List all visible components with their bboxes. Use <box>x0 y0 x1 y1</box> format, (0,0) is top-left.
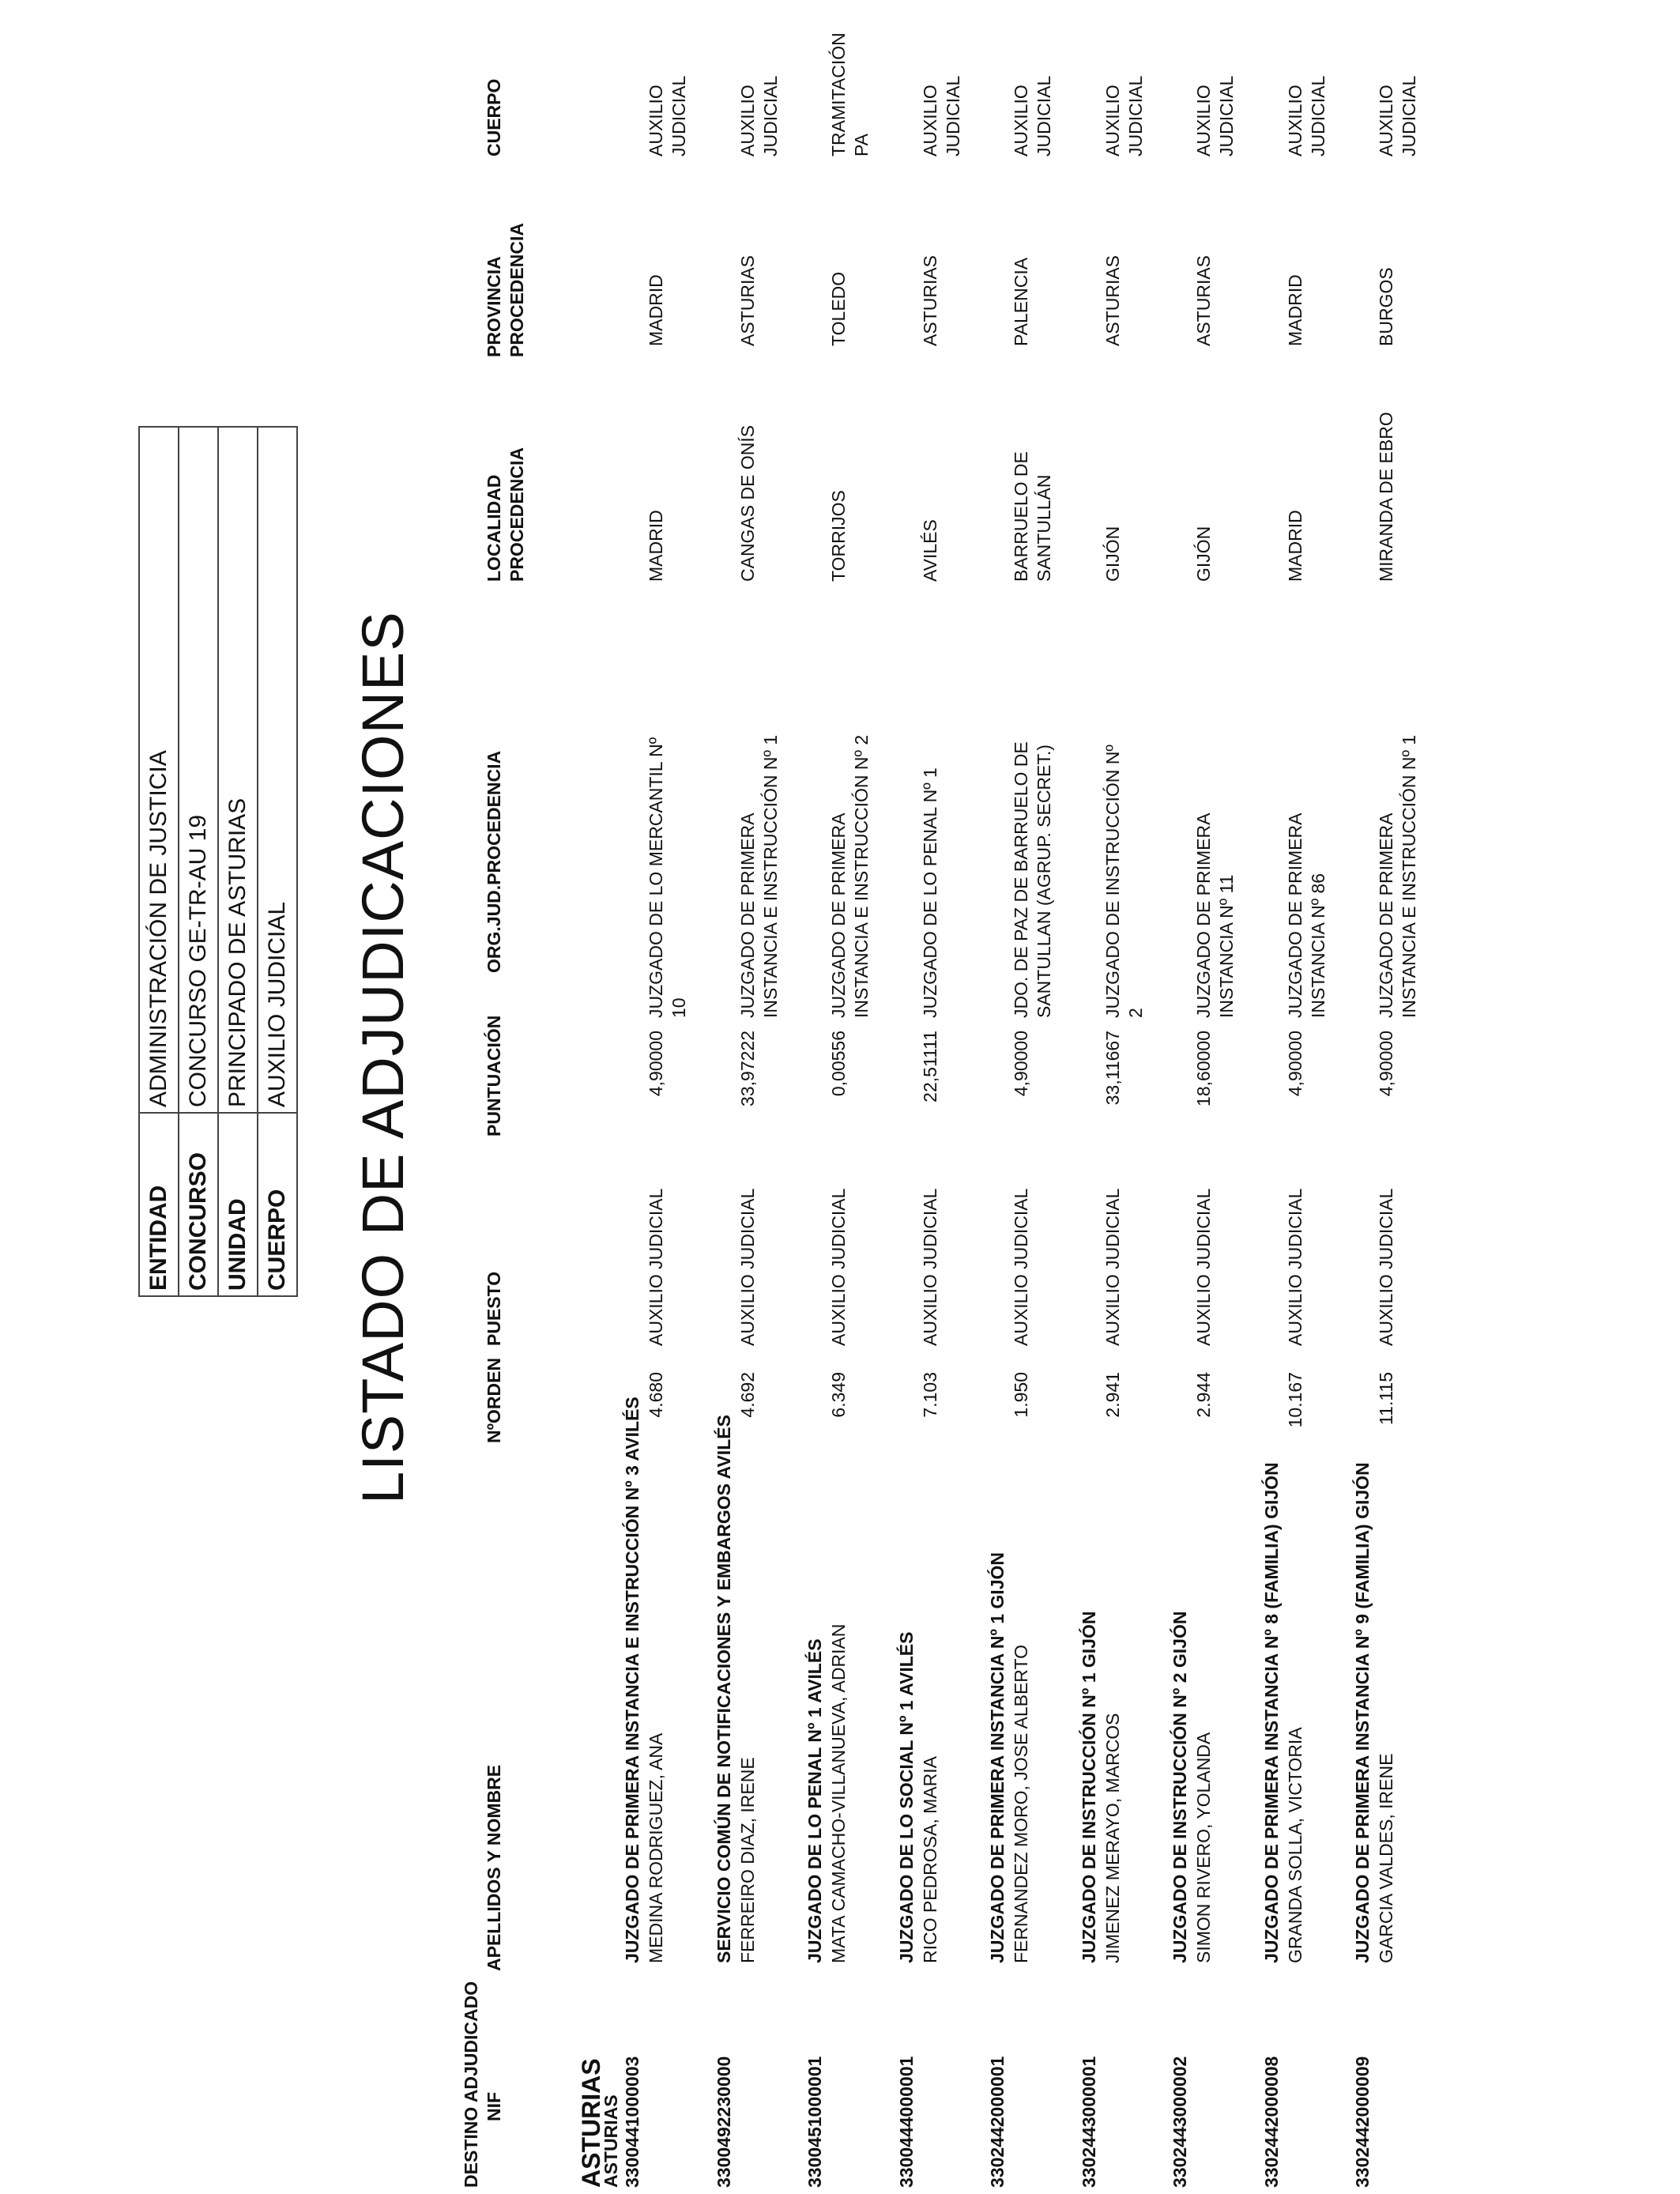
entry-localidad-line1: AVILÉS <box>919 519 940 582</box>
entry-puntuacion: 0,00556 <box>828 1031 849 1097</box>
entry-name: MATA CAMACHO-VILLANUEVA, ADRIAN <box>828 1623 849 1963</box>
col-header-nif: NIF <box>484 2091 504 2121</box>
entry-org-line2: INSTANCIA E INSTRUCCIÓN Nº 1 <box>759 734 781 1018</box>
entry-code: 3300492230000 <box>713 2056 734 2188</box>
entry-cuerpo-line2: JUDICIAL <box>1307 75 1328 156</box>
entry-cuerpo-line1: AUXILIO <box>1011 85 1031 156</box>
entry-cuerpo-line1: AUXILIO <box>646 85 666 156</box>
entry-localidad-line2: SANTULLÁN <box>1034 474 1054 582</box>
entry-cuerpo-line2: JUDICIAL <box>1034 75 1054 156</box>
info-value: ADMINISTRACIÓN DE JUSTICIA <box>139 427 179 1113</box>
entry-destination: JUZGADO DE PRIMERA INSTANCIA Nº 9 (FAMILIA) GIJÓN <box>1352 1462 1373 1963</box>
entry-puesto: AUXILIO JUDICIAL <box>1193 1188 1214 1346</box>
entry-provincia: MADRID <box>1284 274 1305 346</box>
entry-destination: JUZGADO DE PRIMERA INSTANCIA Nº 8 (FAMILIA) GIJÓN <box>1260 1462 1282 1963</box>
col-header-puntuacion: PUNTUACIÓN <box>484 1015 504 1137</box>
info-value: PRINCIPADO DE ASTURIAS <box>218 427 258 1113</box>
entry-org-line2: INSTANCIA Nº 86 <box>1307 873 1328 1018</box>
entry-org-line2: 2 <box>1124 1008 1146 1018</box>
entry-org-line1: JUZGADO DE PRIMERA <box>828 812 849 1018</box>
entry-cuerpo-line1: AUXILIO <box>1284 85 1305 156</box>
entry-org-line1: JUZGADO DE LO MERCANTIL Nº <box>646 737 666 1018</box>
entry-cuerpo-line2: PA <box>851 134 872 156</box>
entry-cuerpo-line2: JUDICIAL <box>1216 75 1237 156</box>
entry-provincia: ASTURIAS <box>736 254 758 346</box>
entry-org-line2: INSTANCIA E INSTRUCCIÓN Nº 1 <box>1399 734 1419 1018</box>
entry-provincia: TOLEDO <box>828 271 849 346</box>
col-header-puesto: PUESTO <box>484 1271 504 1346</box>
col-header-provincia <box>483 223 529 357</box>
entry-org-line1: JUZGADO DE PRIMERA <box>1193 812 1214 1018</box>
entry-puesto: AUXILIO JUDICIAL <box>1011 1188 1031 1346</box>
entry-destination: JUZGADO DE INSTRUCCIÓN Nº 2 GIJÓN <box>1170 1611 1190 1963</box>
entry-destination: JUZGADO DE LO SOCIAL Nº 1 AVILÉS <box>895 1631 917 1963</box>
entry-destination: SERVICIO COMÚN DE NOTIFICACIONES Y EMBARGOS AVILÉS <box>713 1415 734 1963</box>
entry-destination: JUZGADO DE LO PENAL Nº 1 AVILÉS <box>804 1638 825 1963</box>
entry-provincia: BURGOS <box>1376 267 1396 346</box>
entry-puesto: AUXILIO JUDICIAL <box>828 1188 849 1346</box>
entry-puesto: AUXILIO JUDICIAL <box>919 1188 940 1346</box>
entry-puesto: AUXILIO JUDICIAL <box>1284 1188 1305 1346</box>
entry-cuerpo-line1: AUXILIO <box>1102 85 1123 156</box>
entry-code: 3300444000001 <box>895 2056 917 2188</box>
entry-name: JIMENEZ MERAYO, MARCOS <box>1102 1713 1123 1963</box>
region-heading: ASTURIAS <box>577 2058 605 2188</box>
entry-puesto: AUXILIO JUDICIAL <box>1376 1188 1396 1346</box>
entry-code: 3302443000001 <box>1078 2056 1099 2188</box>
entry-name: GRANDA SOLLA, VICTORIA <box>1284 1727 1305 1963</box>
entry-code: 3300441000003 <box>622 2056 642 2188</box>
entry-provincia: MADRID <box>646 274 666 346</box>
entry-provincia: ASTURIAS <box>1102 254 1123 346</box>
info-label: ENTIDAD <box>139 1113 179 1296</box>
col-header-localidad-line2: PROCEDENCIA <box>507 447 527 582</box>
entry-provincia: ASTURIAS <box>1193 254 1214 346</box>
col-header-localidad-line1: LOCALIDAD <box>484 474 504 582</box>
col-header-norden: NºORDEN <box>484 1357 504 1443</box>
entry-cuerpo-line1: TRAMITACIÓN <box>828 32 849 156</box>
entry-name: SIMON RIVERO, YOLANDA <box>1193 1732 1214 1963</box>
info-label: CONCURSO <box>179 1113 218 1296</box>
entry-orden: 6.349 <box>828 1372 849 1418</box>
entry-org-line1: JUZGADO DE PRIMERA <box>1376 812 1396 1018</box>
entry-provincia: PALENCIA <box>1011 257 1031 346</box>
entry-org-line2: SANTULLAN (AGRUP. SECRET.) <box>1034 745 1054 1018</box>
entry-code: 3300451000001 <box>804 2056 825 2188</box>
entry-code: 3302443000002 <box>1170 2056 1190 2188</box>
entry-name: GARCIA VALDES, IRENE <box>1376 1753 1396 1963</box>
entry-puntuacion: 18,60000 <box>1193 1031 1214 1106</box>
info-value: AUXILIO JUDICIAL <box>258 427 297 1113</box>
entry-org-line2: 10 <box>669 997 689 1018</box>
entry-orden: 10.167 <box>1284 1372 1305 1428</box>
entry-org-line2: INSTANCIA Nº 11 <box>1216 874 1237 1018</box>
info-row <box>139 427 179 1296</box>
entry-puntuacion: 4,90000 <box>1011 1031 1031 1097</box>
entry-localidad-line1: GIJÓN <box>1102 526 1123 582</box>
entry-org-line1: JUZGADO DE LO PENAL Nº 1 <box>919 767 940 1018</box>
entry-puntuacion: 22,51111 <box>919 1031 940 1103</box>
info-value: CONCURSO GE-TR-AU 19 <box>179 427 218 1113</box>
col-header-apellidos: APELLIDOS Y NOMBRE <box>484 1764 504 1971</box>
entry-org-line1: JDO. DE PAZ DE BARRUELO DE <box>1011 741 1031 1018</box>
entry-localidad-line1: MIRANDA DE EBRO <box>1376 412 1396 582</box>
entry-destination: JUZGADO DE PRIMERA INSTANCIA E INSTRUCCIÓN Nº 3 AVILÉS <box>622 1397 642 1963</box>
info-row <box>258 427 297 1296</box>
entry-org-line1: JUZGADO DE PRIMERA <box>1284 812 1305 1018</box>
page-title: LISTADO DE ADJUDICACIONES <box>350 611 416 1504</box>
entry-orden: 7.103 <box>919 1372 940 1418</box>
entry-orden: 4.680 <box>646 1372 666 1418</box>
entry-puesto: AUXILIO JUDICIAL <box>1102 1188 1123 1346</box>
col-header-provincia-line1: PROVINCIA <box>484 256 504 357</box>
entry-localidad-line1: MADRID <box>646 510 666 582</box>
entry-localidad-line1: CANGAS DE ONÍS <box>736 424 758 582</box>
entry-org-line1: JUZGADO DE INSTRUCCIÓN Nº <box>1102 745 1123 1018</box>
entry-puesto: AUXILIO JUDICIAL <box>736 1188 758 1346</box>
info-row <box>179 427 218 1296</box>
entry-code: 3302442000008 <box>1260 2056 1282 2188</box>
entry-localidad-line1: MADRID <box>1284 510 1305 582</box>
entry-org-line2: INSTANCIA E INSTRUCCIÓN Nº 2 <box>851 734 872 1018</box>
entry-orden: 4.692 <box>736 1372 758 1418</box>
col-header-org: ORG.JUD.PROCEDENCIA <box>484 750 504 973</box>
header-info-table <box>138 426 298 1297</box>
entry-puntuacion: 4,90000 <box>1284 1031 1305 1097</box>
entry-cuerpo-line2: JUDICIAL <box>669 75 689 156</box>
entry-cuerpo-line1: AUXILIO <box>736 85 758 156</box>
entry-cuerpo-line2: JUDICIAL <box>1399 75 1419 156</box>
info-label: UNIDAD <box>218 1113 258 1296</box>
entry-puntuacion: 33,11667 <box>1102 1031 1123 1106</box>
entry-cuerpo-line2: JUDICIAL <box>1124 75 1146 156</box>
entry-orden: 2.941 <box>1102 1372 1123 1418</box>
entry-puesto: AUXILIO JUDICIAL <box>646 1188 666 1346</box>
entry-cuerpo-line2: JUDICIAL <box>759 75 781 156</box>
entry-destination: JUZGADO DE PRIMERA INSTANCIA Nº 1 GIJÓN <box>987 1552 1008 1963</box>
col-header-localidad <box>483 447 529 582</box>
entry-cuerpo-line2: JUDICIAL <box>942 75 963 156</box>
entry-cuerpo-line1: AUXILIO <box>1376 85 1396 156</box>
entry-localidad-line1: TORRIJOS <box>828 490 849 582</box>
entry-name: FERREIRO DIAZ, IRENE <box>736 1757 758 1963</box>
entry-orden: 11.115 <box>1376 1372 1396 1425</box>
entry-puntuacion: 4,90000 <box>1376 1031 1396 1097</box>
info-label: CUERPO <box>258 1113 297 1296</box>
entry-code: 3302442000009 <box>1352 2056 1373 2188</box>
entry-code: 3302442000001 <box>987 2056 1008 2188</box>
entry-orden: 1.950 <box>1011 1372 1031 1418</box>
entry-localidad-line1: BARRUELO DE <box>1011 451 1031 582</box>
entry-cuerpo-line1: AUXILIO <box>1193 85 1214 156</box>
entry-cuerpo-line1: AUXILIO <box>919 85 940 156</box>
entry-puntuacion: 4,90000 <box>646 1031 666 1097</box>
entry-name: MEDINA RODRIGUEZ, ANA <box>646 1732 666 1963</box>
col-header-provincia-line2: PROCEDENCIA <box>507 223 527 357</box>
entry-provincia: ASTURIAS <box>919 254 940 346</box>
subregion-heading: ASTURIAS <box>601 2094 621 2188</box>
entry-puntuacion: 33,97222 <box>736 1031 758 1106</box>
info-row <box>218 427 258 1296</box>
entry-name: FERNANDEZ MORO, JOSE ALBERTO <box>1011 1644 1031 1963</box>
entry-destination: JUZGADO DE INSTRUCCIÓN Nº 1 GIJÓN <box>1078 1611 1099 1963</box>
col-header-destino: DESTINO ADJUDICADO <box>461 1981 481 2188</box>
col-header-cuerpo: CUERPO <box>484 78 504 156</box>
entry-name: RICO PEDROSA, MARIA <box>919 1756 940 1963</box>
entry-localidad-line1: GIJÓN <box>1193 526 1214 582</box>
entry-org-line1: JUZGADO DE PRIMERA <box>736 812 758 1018</box>
entry-orden: 2.944 <box>1193 1372 1214 1418</box>
